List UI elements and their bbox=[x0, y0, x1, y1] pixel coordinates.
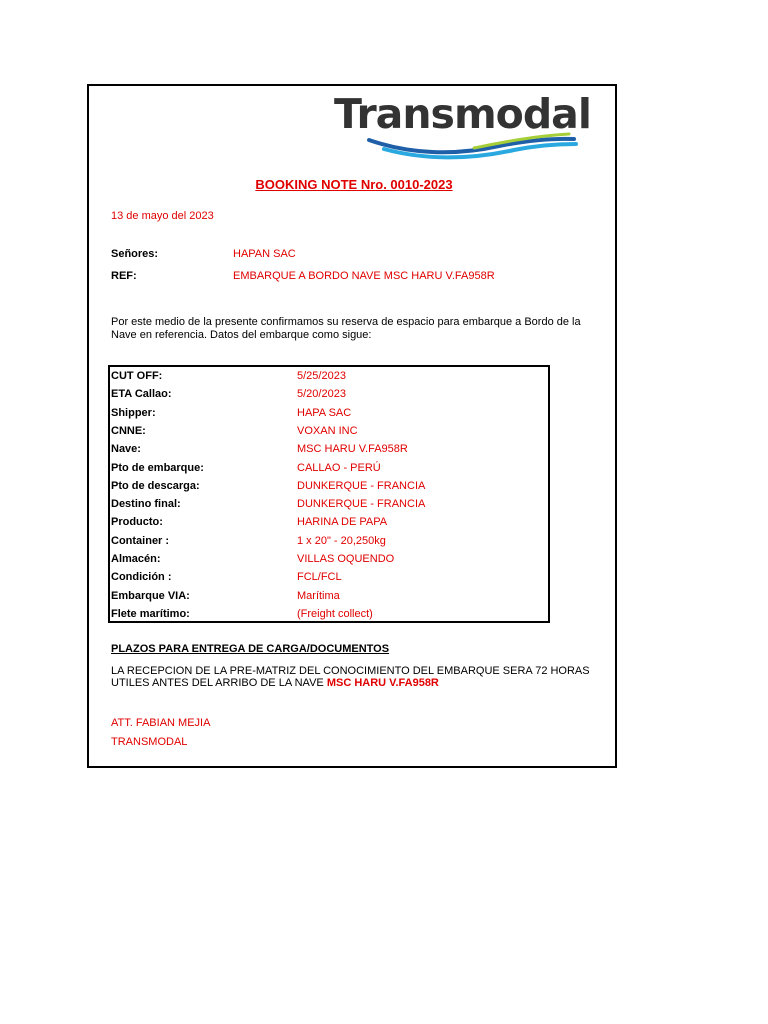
deadlines-paragraph bbox=[111, 665, 611, 689]
row-value: VILLAS OQUENDO bbox=[297, 553, 395, 565]
row-label: Almacén: bbox=[111, 553, 161, 565]
row-value: Marítima bbox=[297, 589, 340, 602]
signature-company: TRANSMODAL bbox=[111, 736, 188, 748]
row-label: Destino final: bbox=[111, 498, 181, 511]
row-value: (Freight collect) bbox=[297, 607, 373, 620]
row-value: MSC HARU V.FA958R bbox=[297, 443, 408, 456]
intro-paragraph: Por este medio de la presente confirmamos su reserva de espacio para embarque a Bordo de la Nave en referencia. Datos del embarque como sigue: bbox=[111, 316, 581, 341]
row-value: CALLAO - PERÚ bbox=[297, 461, 381, 474]
row-value: 1 x 20" - 20,250kg bbox=[297, 534, 386, 547]
row-value: DUNKERQUE - FRANCIA bbox=[297, 498, 426, 511]
document-date: 13 de mayo del 2023 bbox=[111, 210, 214, 222]
row-label: Pto de embarque: bbox=[111, 461, 204, 474]
row-label: CUT OFF: bbox=[111, 370, 163, 382]
row-label: Container : bbox=[111, 534, 170, 547]
row-label: Shipper: bbox=[111, 406, 156, 419]
transmodal-logo bbox=[334, 90, 591, 162]
ref-label: REF: bbox=[111, 270, 137, 282]
logo-wordmark: Transmodal bbox=[334, 90, 591, 138]
row-label: Producto: bbox=[111, 516, 163, 529]
row-label: Nave: bbox=[111, 443, 141, 456]
logo-waves-icon bbox=[364, 132, 579, 162]
row-value: FCL/FCL bbox=[297, 571, 342, 584]
deadlines-vessel: MSC HARU V.FA958R bbox=[326, 677, 439, 689]
row-value: DUNKERQUE - FRANCIA bbox=[297, 479, 426, 492]
row-label: Embarque VIA: bbox=[111, 589, 190, 602]
senores-label: Señores: bbox=[111, 248, 159, 260]
row-value: HARINA DE PAPA bbox=[297, 516, 388, 529]
ref-value: EMBARQUE A BORDO NAVE MSC HARU V.FA958R bbox=[233, 270, 495, 282]
deadlines-title: PLAZOS PARA ENTREGA DE CARGA/DOCUMENTOS bbox=[111, 643, 390, 655]
row-label: Pto de descarga: bbox=[111, 479, 200, 492]
deadlines-text: LA RECEPCION DE LA PRE-MATRIZ DEL CONOCIMIENTO DEL EMBARQUE SERA 72 HORAS UTILES ANTES DEL ARRIBO DE LA NAVE bbox=[111, 665, 590, 689]
shipment-details-table bbox=[108, 365, 550, 623]
booking-note-title: BOOKING NOTE Nro. 0010-2023 bbox=[255, 177, 453, 192]
row-label: Flete marítimo: bbox=[111, 607, 190, 620]
row-label: Condición : bbox=[111, 571, 172, 584]
row-label: ETA Callao: bbox=[111, 388, 172, 401]
row-value: VOXAN INC bbox=[297, 424, 358, 437]
senores-value: HAPAN SAC bbox=[233, 248, 296, 260]
row-value: 5/20/2023 bbox=[297, 388, 346, 401]
signature-att: ATT. FABIAN MEJIA bbox=[111, 717, 211, 729]
row-value: HAPA SAC bbox=[297, 406, 352, 419]
row-value: 5/25/2023 bbox=[297, 370, 346, 382]
row-label: CNNE: bbox=[111, 424, 146, 437]
